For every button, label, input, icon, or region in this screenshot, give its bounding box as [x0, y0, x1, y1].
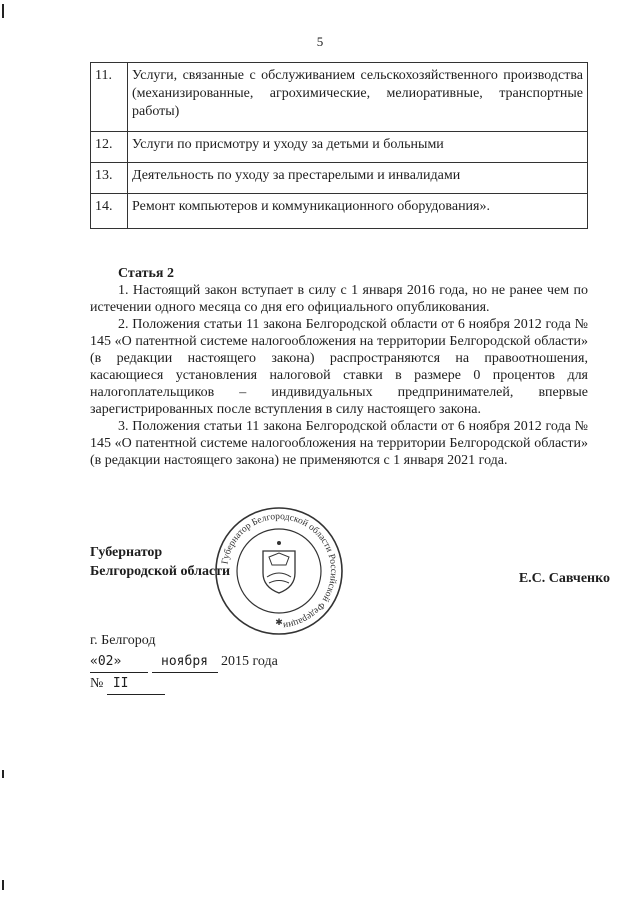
table-row: [91, 63, 588, 132]
date-month: ноября: [152, 651, 218, 673]
article-2: [90, 265, 588, 469]
document-number: II: [107, 673, 165, 695]
signature-block: [90, 543, 610, 623]
signatory-name: Е.С. Савченко: [518, 571, 610, 586]
date-line: [90, 651, 278, 673]
table-row: [91, 163, 588, 194]
seal-text: Губернатор Белгородской области Российской Федерации: [220, 511, 339, 630]
row-number: 13.: [91, 163, 128, 194]
article-paragraph: 2. Положения статьи 11 закона Белгородской области от 6 ноября 2012 года № 145 «О патентной системе налогообложения на территории Белгородской области» (в редакции настоящего закона) распространяются на правоотношения, касающиеся установления налоговой ставки в размере 0 процентов для налогоплательщиков – индивидуальных предпринимателей, впервые зарегистрированных после вступления в силу настоящего закона.: [90, 317, 588, 417]
row-text: Ремонт компьютеров и коммуникационного оборудования».: [128, 194, 588, 229]
official-seal: [213, 505, 345, 637]
number-label: №: [90, 676, 104, 691]
row-number: 14.: [91, 194, 128, 229]
table-row: [91, 132, 588, 163]
row-text: Деятельность по уходу за престарелыми и инвалидами: [128, 163, 588, 194]
activities-table: [90, 62, 588, 229]
scan-edge-mark: [2, 770, 4, 778]
signatory-title-line: Губернатор: [90, 545, 163, 560]
table-row: [91, 194, 588, 229]
document-number-line: [90, 673, 278, 695]
page-number: 5: [316, 34, 324, 49]
signatory-title-line: Белгородской области: [90, 564, 231, 579]
article-paragraph: 3. Положения статьи 11 закона Белгородской области от 6 ноября 2012 года № 145 «О патентной системе налогообложения на территории Белгородской области» (в редакции настоящего закона) не применяются с 1 января 2021 года.: [90, 419, 588, 468]
row-text: Услуги, связанные с обслуживанием сельскохозяйственного производства (механизированные, агрохимические, мелиоративные, транспортные работы): [128, 63, 588, 132]
document-footer: [90, 630, 278, 695]
seal-star-icon: ✱: [275, 617, 283, 627]
article-paragraph: 1. Настоящий закон вступает в силу с 1 января 2016 года, но не ранее чем по истечении одного месяца со дня его официального опубликования.: [90, 283, 588, 315]
scan-edge-mark: [2, 880, 4, 890]
row-number: 12.: [91, 132, 128, 163]
article-title: Статья 2: [118, 266, 174, 281]
date-year: 2015 года: [221, 654, 278, 669]
scan-edge-mark: [2, 4, 4, 18]
seal-outer-ring: [216, 508, 342, 634]
signatory-title: [90, 543, 230, 581]
city: г. Белгород: [90, 633, 156, 648]
row-number: 11.: [91, 63, 128, 132]
date-day: «02»: [90, 651, 148, 673]
coat-of-arms-icon: [263, 541, 295, 593]
row-text: Услуги по присмотру и уходу за детьми и больными: [128, 132, 588, 163]
